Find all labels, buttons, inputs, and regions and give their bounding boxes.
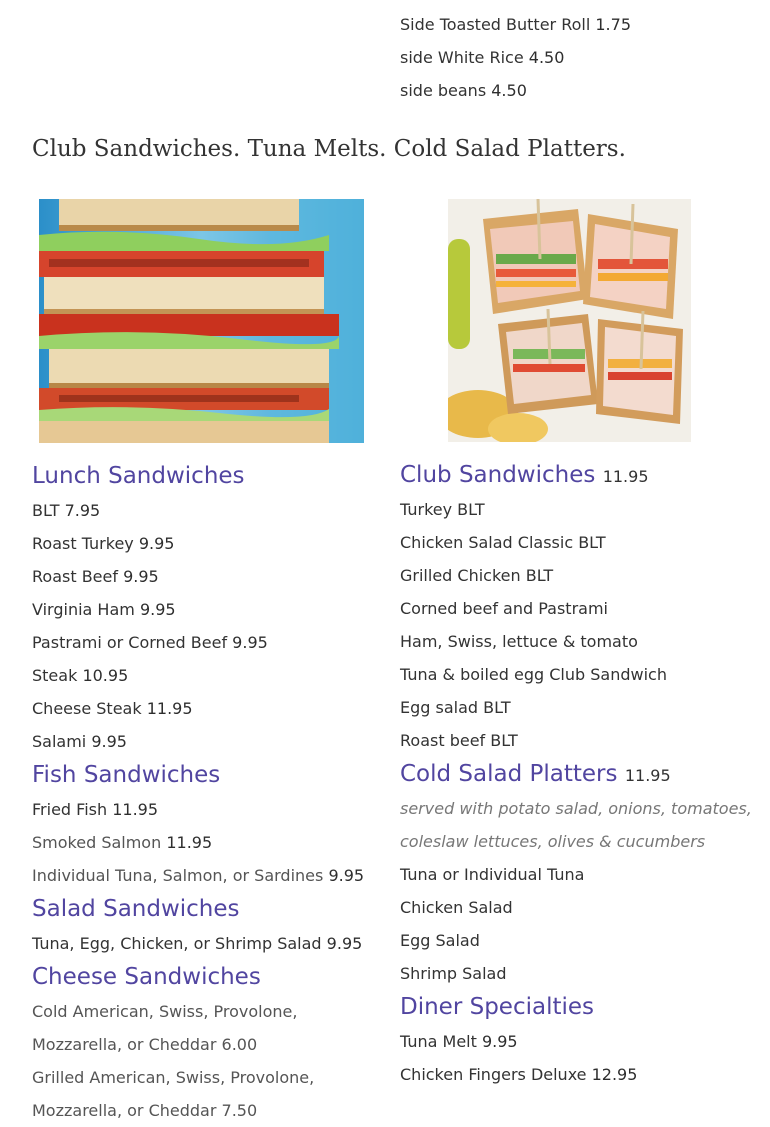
item-price: 9.95 — [91, 732, 127, 751]
item-name: BLT — [32, 501, 60, 520]
menu-item: Chicken Salad Classic BLT — [400, 533, 606, 552]
item-price: 11.95 — [166, 833, 213, 852]
item-price: 9.95 — [232, 633, 268, 652]
menu-item — [32, 1028, 257, 1061]
menu-item — [32, 560, 159, 593]
item-name: Pastrami or Corned Beef — [32, 633, 228, 652]
lunch-sandwiches-heading: Lunch Sandwiches — [32, 463, 245, 489]
menu-item — [32, 793, 158, 826]
menu-item — [400, 1058, 637, 1091]
menu-item: Egg Salad — [400, 931, 480, 950]
heading-text: Club Sandwiches — [400, 462, 596, 488]
menu-item — [32, 725, 127, 758]
menu-item: Chicken Salad — [400, 898, 513, 917]
item-price: 4.50 — [528, 48, 565, 67]
item-price: 11.95 — [146, 699, 193, 718]
item-name: Side Toasted Butter Roll — [400, 15, 591, 34]
club-sandwiches-heading — [400, 458, 649, 494]
item-name: Tuna, Egg, Chicken, or Shrimp Salad — [32, 934, 322, 953]
fish-sandwiches-heading: Fish Sandwiches — [32, 762, 221, 788]
item-name: Salami — [32, 732, 87, 751]
item-price: 1.75 — [595, 15, 631, 34]
item-price: 6.00 — [221, 1035, 258, 1054]
menu-item: Shrimp Salad — [400, 964, 507, 983]
menu-item — [32, 826, 212, 859]
platter-note: served with potato salad, onions, tomatoes, — [400, 799, 752, 818]
item-price: 12.95 — [591, 1065, 638, 1084]
item-name: Virginia Ham — [32, 600, 135, 619]
menu-item: Ham, Swiss, lettuce & tomato — [400, 632, 638, 651]
item-name: Tuna Melt — [400, 1032, 477, 1051]
diner-specialties-heading: Diner Specialties — [400, 994, 595, 1020]
item-name: Fried Fish — [32, 800, 108, 819]
club-sandwich-image — [448, 199, 691, 442]
item-price: 7.95 — [64, 501, 101, 520]
item-price: 9.95 — [123, 567, 159, 586]
menu-item: Roast beef BLT — [400, 731, 518, 750]
section-title: Club Sandwiches. Tuna Melts. Cold Salad Platters. — [32, 136, 626, 162]
menu-item — [32, 593, 176, 626]
item-price: 9.95 — [139, 600, 176, 619]
menu-item — [32, 527, 174, 560]
cold-salad-platters-heading — [400, 757, 671, 793]
club-sandwich-photo — [448, 199, 691, 442]
item-price: 7.50 — [221, 1101, 258, 1120]
item-name: side beans — [400, 81, 487, 100]
menu-item: Egg salad BLT — [400, 698, 511, 717]
menu-item: Tuna or Individual Tuna — [400, 865, 585, 884]
menu-item: Corned beef and Pastrami — [400, 599, 608, 618]
blt-sandwich-photo — [39, 199, 364, 443]
menu-item: Tuna & boiled egg Club Sandwich — [400, 665, 667, 684]
item-name: Roast Turkey — [32, 534, 134, 553]
menu-item: Turkey BLT — [400, 500, 485, 519]
item-name: Mozzarella, or Cheddar — [32, 1035, 217, 1054]
item-price: 9.95 — [481, 1032, 518, 1051]
item-name: Smoked Salmon — [32, 833, 162, 852]
item-name: Chicken Fingers Deluxe — [400, 1065, 587, 1084]
side-item — [400, 74, 527, 107]
menu-item — [32, 659, 128, 692]
menu-item-line: Cold American, Swiss, Provolone, — [32, 1002, 298, 1021]
item-price: 11.95 — [112, 800, 159, 819]
menu-item — [32, 1094, 257, 1127]
menu-item — [32, 692, 193, 725]
menu-item — [32, 494, 100, 527]
item-price: 9.95 — [328, 866, 365, 885]
item-price: 10.95 — [82, 666, 129, 685]
item-name: Individual Tuna, Salmon, or Sardines — [32, 866, 324, 885]
menu-item-line: Grilled American, Swiss, Provolone, — [32, 1068, 315, 1087]
side-item — [400, 8, 631, 41]
menu-item — [400, 1025, 518, 1058]
menu-item — [32, 626, 268, 659]
item-price: 4.50 — [491, 81, 527, 100]
side-item — [400, 41, 564, 74]
salad-sandwiches-heading: Salad Sandwiches — [32, 896, 240, 922]
item-name: Steak — [32, 666, 78, 685]
heading-text: Cold Salad Platters — [400, 761, 618, 787]
menu-item — [32, 927, 362, 960]
item-name: side White Rice — [400, 48, 524, 67]
item-name: Roast Beef — [32, 567, 118, 586]
item-price: 9.95 — [138, 534, 175, 553]
menu-item — [32, 859, 364, 892]
heading-price: 11.95 — [624, 766, 671, 785]
item-name: Mozzarella, or Cheddar — [32, 1101, 217, 1120]
item-price: 9.95 — [326, 934, 363, 953]
platter-note: coleslaw lettuces, olives & cucumbers — [400, 832, 706, 851]
item-name: Cheese Steak — [32, 699, 142, 718]
cheese-sandwiches-heading: Cheese Sandwiches — [32, 964, 261, 990]
menu-item: Grilled Chicken BLT — [400, 566, 554, 585]
blt-sandwich-image — [39, 199, 364, 443]
heading-price: 11.95 — [602, 467, 649, 486]
